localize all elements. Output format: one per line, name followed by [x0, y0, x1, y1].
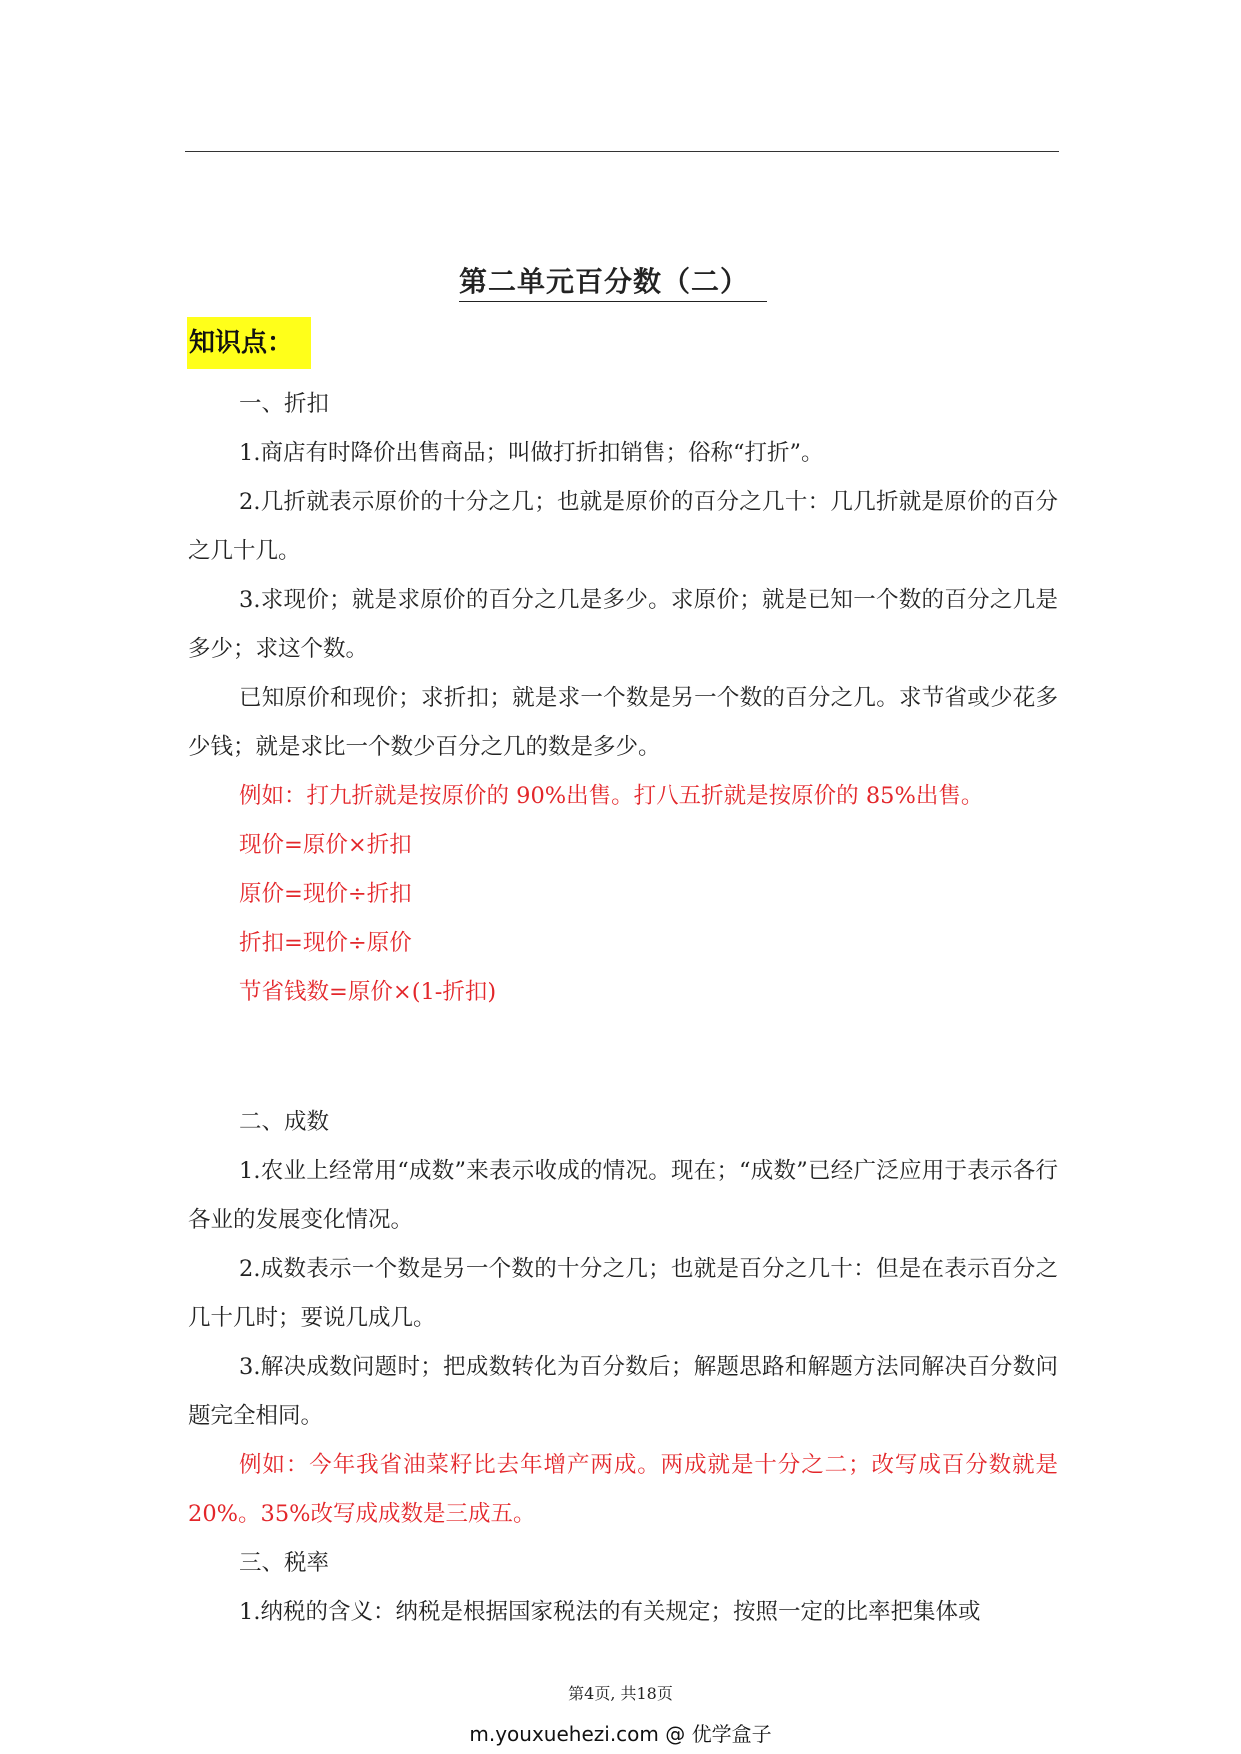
paragraph: 1.农业上经常用“成数”来表示收成的情况。现在；“成数”已经广泛应用于表示各行各业的发展变化情况。: [188, 1158, 1058, 1233]
paragraph: 二、成数: [239, 1109, 330, 1135]
example-paragraph: 原价=现价÷折扣: [239, 881, 412, 907]
paragraph: 1.商店有时降价出售商品；叫做打折扣销售；俗称“打折”。: [239, 440, 824, 466]
paragraph: 2.成数表示一个数是另一个数的十分之几；也就是百分之几十：但是在表示百分之几十几时；要说几成几。: [188, 1256, 1058, 1331]
example-paragraph: 折扣=现价÷原价: [239, 930, 412, 956]
paragraph: 三、税率: [239, 1550, 330, 1576]
example-paragraph: 现价=原价×折扣: [239, 832, 412, 858]
example-paragraph: 例如：今年我省油菜籽比去年增产两成。两成就是十分之二；改写成百分数就是 20%。35%改写成成数是三成五。: [188, 1452, 1058, 1527]
example-paragraph: 节省钱数=原价×(1-折扣): [239, 979, 497, 1005]
example-paragraph: 例如：打九折就是按原价的 90%出售。打八五折就是按原价的 85%出售。: [239, 783, 984, 809]
paragraph: 一、折扣: [239, 391, 330, 417]
paragraph: 3.解决成数问题时；把成数转化为百分数后；解题思路和解题方法同解决百分数问题完全相同。: [188, 1354, 1058, 1429]
knowledge-points-text: 知识点：: [189, 328, 294, 358]
document-body: [188, 380, 1058, 1637]
site-watermark: m.youxuehezi.com @ 优学盒子: [469, 1722, 772, 1746]
paragraph: 已知原价和现价；求折扣；就是求一个数是另一个数的百分之几。求节省或少花多少钱；就是求比一个数少百分之几的数是多少。: [188, 685, 1058, 760]
paragraph-spacer: [188, 1033, 1058, 1082]
paragraph: 2.几折就表示原价的十分之几；也就是原价的百分之几十：几几折就是原价的百分之几十几。: [188, 489, 1058, 564]
page-title: 第二单元百分数（二）: [459, 264, 767, 302]
paragraph: 1.纳税的含义：纳税是根据国家税法的有关规定；按照一定的比率把集体或: [239, 1599, 981, 1625]
paragraph: 3.求现价；就是求原价的百分之几是多少。求原价；就是已知一个数的百分之几是多少；求这个数。: [188, 587, 1058, 662]
header-rule: [185, 151, 1059, 152]
page-number: 第4页, 共18页: [568, 1684, 673, 1703]
knowledge-points-label: [187, 317, 311, 369]
